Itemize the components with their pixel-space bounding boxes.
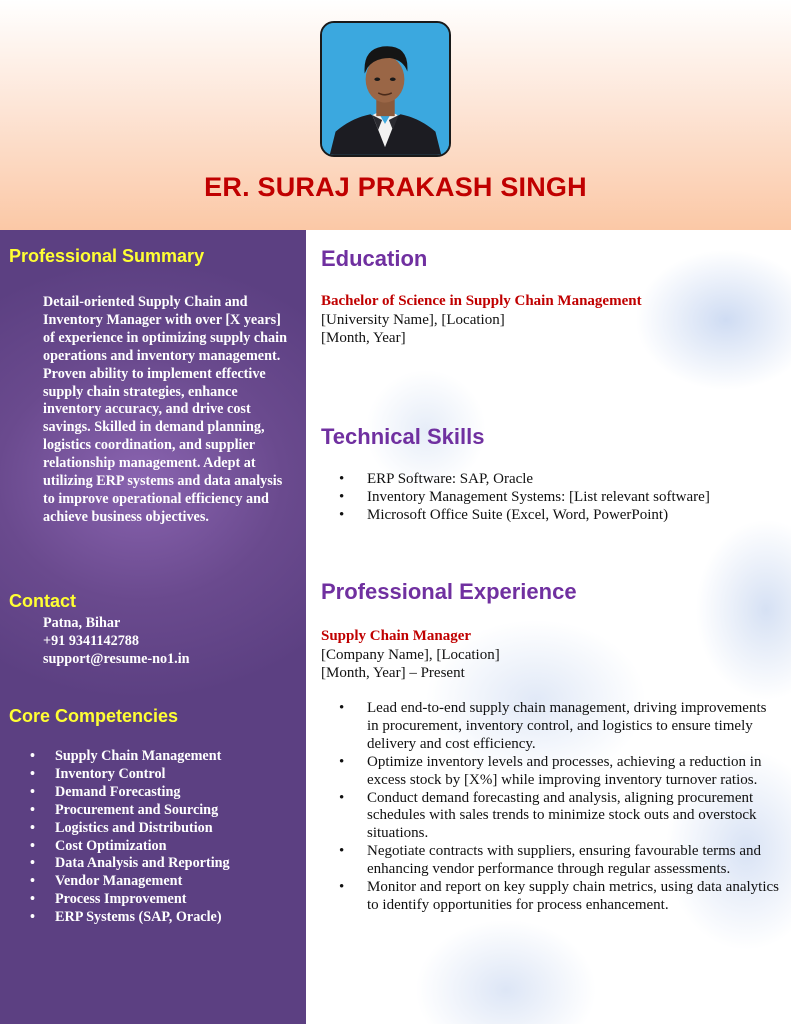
main-content — [306, 230, 791, 1024]
list-item: • Optimize inventory levels and processes, achieving a reduction in excess stock by [X%] while improving inventory turnover ratios. — [339, 754, 779, 790]
competencies-list — [30, 748, 230, 927]
job-dates: [Month, Year] – Present — [321, 665, 465, 681]
list-item: • Vendor Management — [30, 873, 230, 891]
skills-list — [339, 471, 779, 525]
contact-email: support@resume-no1.in — [43, 651, 190, 667]
candidate-name: ER. SURAJ PRAKASH SINGH — [204, 172, 587, 202]
list-item: • Process Improvement — [30, 891, 230, 909]
list-item: • Supply Chain Management — [30, 748, 230, 766]
list-item: • ERP Software: SAP, Oracle — [339, 471, 779, 489]
list-item: • Inventory Management Systems: [List relevant software] — [339, 489, 779, 507]
list-item: • Inventory Control — [30, 766, 230, 784]
education-heading: Education — [321, 246, 428, 271]
list-item: • Microsoft Office Suite (Excel, Word, PowerPoint) — [339, 507, 779, 525]
list-item: • Demand Forecasting — [30, 784, 230, 802]
profile-photo — [320, 21, 451, 157]
skills-heading: Technical Skills — [321, 424, 485, 449]
list-item: • Logistics and Distribution — [30, 820, 230, 838]
list-item: • Conduct demand forecasting and analysis, aligning procurement schedules with sales trends to minimize stock outs and overstock situations. — [339, 790, 779, 844]
education-date: [Month, Year] — [321, 330, 406, 346]
job-title: Supply Chain Manager — [321, 628, 472, 644]
sidebar — [0, 230, 306, 1024]
list-item: • Cost Optimization — [30, 838, 230, 856]
list-item: • Data Analysis and Reporting — [30, 855, 230, 873]
contact-location: Patna, Bihar — [43, 615, 121, 631]
list-item: • Monitor and report on key supply chain metrics, using data analytics to identify opportunities for process enhancement. — [339, 879, 779, 915]
summary-text: Detail-oriented Supply Chain and Inventory Manager with over [X years] of experience in optimizing supply chain operations and inventory management. Proven ability to implement effective supply chain strategies, enhance inventory accuracy, and drive cost savings. Skilled in demand planning, logistics coordination, and supplier relationship management. Adept at utilizing ERP systems and data analysis to improve operational efficiency and achieve business objectives. — [43, 294, 287, 525]
experience-heading: Professional Experience — [321, 579, 577, 604]
list-item: • Negotiate contracts with suppliers, ensuring favourable terms and enhancing vendor performance through regular assessments. — [339, 843, 779, 879]
person-avatar-icon — [322, 23, 449, 155]
job-company: [Company Name], [Location] — [321, 647, 500, 663]
contact-block — [43, 614, 190, 668]
competencies-heading: Core Competencies — [9, 706, 179, 726]
list-item: • Procurement and Sourcing — [30, 802, 230, 820]
summary-heading: Professional Summary — [9, 246, 205, 266]
education-institution: [University Name], [Location] — [321, 312, 505, 328]
experience-bullets — [339, 700, 779, 915]
education-degree: Bachelor of Science in Supply Chain Management — [321, 293, 642, 309]
list-item: • ERP Systems (SAP, Oracle) — [30, 909, 230, 927]
header — [0, 0, 791, 230]
contact-phone: +91 9341142788 — [43, 633, 139, 649]
contact-heading: Contact — [9, 591, 76, 611]
list-item: • Lead end-to-end supply chain management, driving improvements in procurement, inventory control, and logistics to ensure timely delivery and cost efficiency. — [339, 700, 779, 754]
